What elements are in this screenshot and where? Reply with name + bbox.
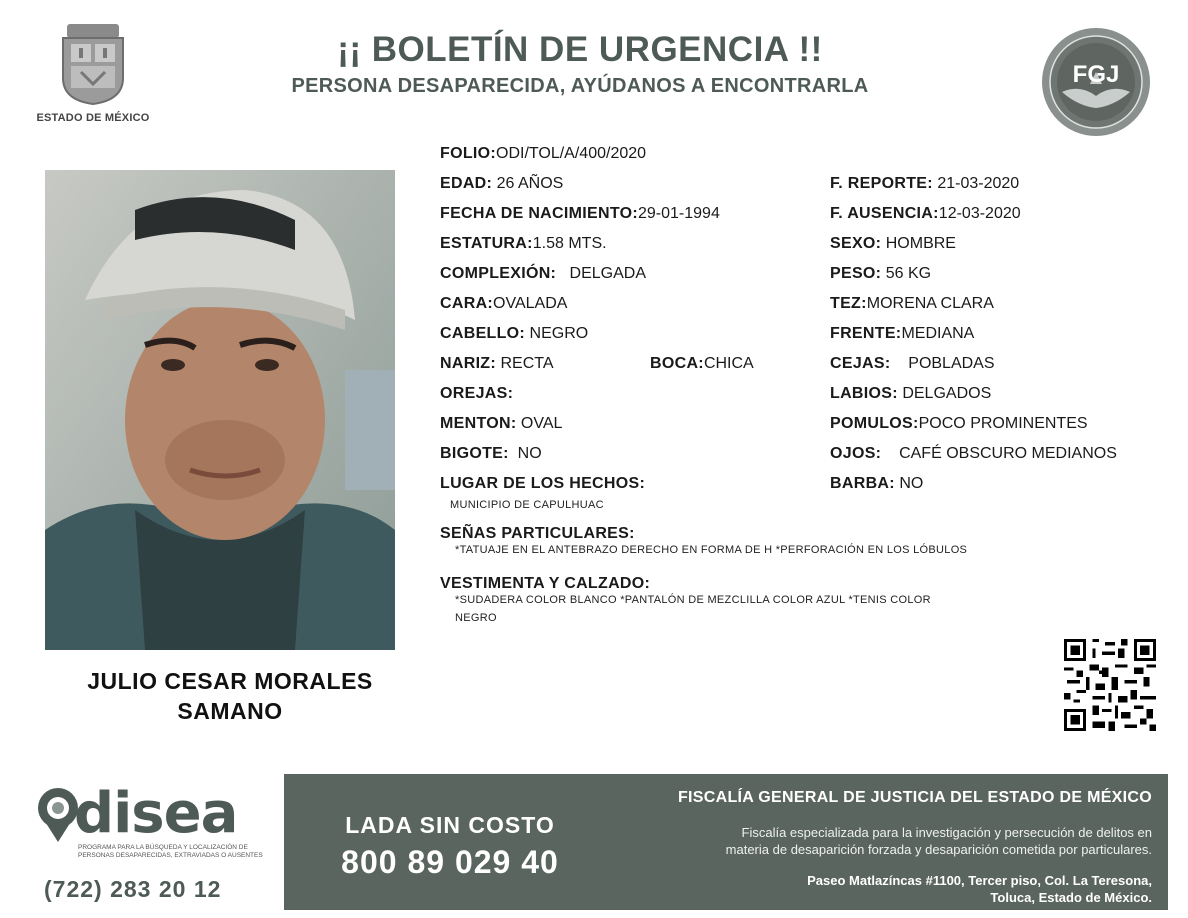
field-reporte <box>830 174 1019 194</box>
field-lugar-value: MUNICIPIO DE CAPULHUAC <box>450 499 604 511</box>
field-label: BOCA: <box>650 355 704 372</box>
field-label: NARIZ: <box>440 355 497 372</box>
field-label: CABELLO: <box>440 325 526 342</box>
bulletin-title: ¡¡ BOLETÍN DE URGENCIA !! <box>337 30 823 69</box>
field-label: FOLIO: <box>440 145 497 162</box>
fgj-address-line1: Paseo Matlazíncas #1100, Tercer piso, Col. La Teresona, <box>807 873 1152 888</box>
lada-label: LADA SIN COSTO <box>345 812 555 838</box>
field-value: RECTA <box>500 355 554 372</box>
field-value: POCO PROMINENTES <box>918 415 1088 432</box>
field-value: 21-03-2020 <box>937 175 1020 192</box>
field-value: 29-01-1994 <box>638 205 720 222</box>
field-label: CEJAS: <box>830 355 891 372</box>
field-label: LUGAR DE LOS HECHOS: <box>440 475 646 492</box>
field-label: TEZ: <box>830 295 867 312</box>
field-label: OREJAS: <box>440 385 514 402</box>
field-label: BARBA: <box>830 475 895 492</box>
fgj-title: FISCALÍA GENERAL DE JUSTICIA DEL ESTADO DE MÉXICO <box>677 789 1152 806</box>
field-label: CARA: <box>440 295 494 312</box>
field-nariz <box>440 354 554 374</box>
state-logo <box>28 18 158 130</box>
field-cabello <box>440 324 588 344</box>
field-value: OVAL <box>520 415 563 432</box>
field-value: NO <box>899 475 924 492</box>
field-boca <box>650 354 754 374</box>
field-label: F. REPORTE: <box>830 175 933 192</box>
field-value: NO <box>517 445 542 462</box>
fgj-seal-icon <box>1040 26 1152 138</box>
field-label: SEÑAS PARTICULARES: <box>440 525 635 542</box>
field-edad <box>440 174 563 194</box>
odisea-tagline: PROGRAMA PARA LA BÚSQUEDA Y LOCALIZACIÓN DE PERSONAS DESAPARECIDAS, EXTRAVIADAS O AUSENTES <box>78 844 263 859</box>
person-name-line1: JULIO CESAR MORALES <box>87 668 373 694</box>
field-value: MORENA CLARA <box>866 295 994 312</box>
field-senas-value: *TATUAJE EN EL ANTEBRAZO DERECHO EN FORMA DE H *PERFORACIÓN EN LOS LÓBULOS <box>455 544 968 556</box>
field-lugar <box>440 474 645 494</box>
field-estatura <box>440 234 607 254</box>
field-value: NEGRO <box>529 325 589 342</box>
field-sexo <box>830 234 956 254</box>
fgj-badge-text: FGJ <box>1072 61 1120 88</box>
field-label: MENTON: <box>440 415 517 432</box>
field-value: CAFÉ OBSCURO MEDIANOS <box>899 445 1117 462</box>
field-barba <box>830 474 923 494</box>
field-label: OJOS: <box>830 445 882 462</box>
field-frente <box>830 324 974 344</box>
field-ausencia <box>830 204 1021 224</box>
field-label: EDAD: <box>440 175 493 192</box>
field-label: COMPLEXIÓN: <box>440 265 557 282</box>
field-value: ODI/TOL/A/400/2020 <box>496 145 647 162</box>
field-complexion <box>440 264 646 284</box>
field-tez <box>830 294 994 314</box>
field-labios <box>830 384 991 404</box>
odisea-brand: disea <box>74 781 238 846</box>
field-value: 1.58 MTS. <box>532 235 607 252</box>
qr-code-icon[interactable] <box>1064 639 1156 731</box>
field-value: HOMBRE <box>885 235 956 252</box>
field-value: 56 KG <box>885 265 932 282</box>
field-value: OVALADA <box>493 295 568 312</box>
state-name: ESTADO DE MÉXICO <box>36 112 150 124</box>
field-ojos <box>830 444 1117 464</box>
field-menton <box>440 414 562 434</box>
field-label: BIGOTE: <box>440 445 509 462</box>
fgj-description-line1: Fiscalía especializada para la investigación y persecución de delitos en <box>741 825 1152 840</box>
field-orejas <box>440 384 513 404</box>
fgj-description-line2: materia de desaparición forzada y desaparición cometida por particulares. <box>725 842 1152 857</box>
bulletin-subtitle: PERSONA DESAPARECIDA, AYÚDANOS A ENCONTRARLA <box>291 75 869 97</box>
person-photo-image <box>45 170 395 650</box>
field-value: MEDIANA <box>901 325 975 342</box>
field-folio <box>440 144 646 164</box>
field-cara <box>440 294 567 314</box>
field-vestimenta-value-line2: NEGRO <box>455 612 497 624</box>
field-label: VESTIMENTA Y CALZADO: <box>440 575 651 592</box>
fgj-address <box>600 872 1152 906</box>
field-label: FRENTE: <box>830 325 902 342</box>
field-value: DELGADOS <box>902 385 992 402</box>
lada-phone-number[interactable]: 800 89 029 40 <box>341 844 559 880</box>
field-vestimenta-value-line1: *SUDADERA COLOR BLANCO *PANTALÓN DE MEZCLILLA COLOR AZUL *TENIS COLOR <box>455 594 931 606</box>
person-name-line2: SAMANO <box>177 698 283 724</box>
field-label: FECHA DE NACIMIENTO: <box>440 205 638 222</box>
field-cejas <box>830 354 995 374</box>
field-value: 12-03-2020 <box>938 205 1021 222</box>
field-bigote <box>440 444 542 464</box>
field-value: DELGADA <box>569 265 647 282</box>
field-label: LABIOS: <box>830 385 898 402</box>
field-label: SEXO: <box>830 235 882 252</box>
field-label: POMULOS: <box>830 415 919 432</box>
field-nacimiento <box>440 204 720 224</box>
field-label: ESTATURA: <box>440 235 533 252</box>
field-pomulos <box>830 414 1088 434</box>
person-name <box>40 666 420 726</box>
field-value: 26 AÑOS <box>496 175 564 192</box>
state-coat-of-arms-icon <box>53 18 133 106</box>
field-value: POBLADAS <box>908 355 995 372</box>
fgj-description <box>600 824 1152 858</box>
field-value: CHICA <box>703 355 754 372</box>
field-label: F. AUSENCIA: <box>830 205 939 222</box>
person-photo <box>45 170 395 650</box>
field-peso <box>830 264 931 284</box>
local-phone[interactable]: (722) 283 20 12 <box>44 876 222 902</box>
fgj-address-line2: Toluca, Estado de México. <box>990 890 1152 905</box>
field-label: PESO: <box>830 265 882 282</box>
